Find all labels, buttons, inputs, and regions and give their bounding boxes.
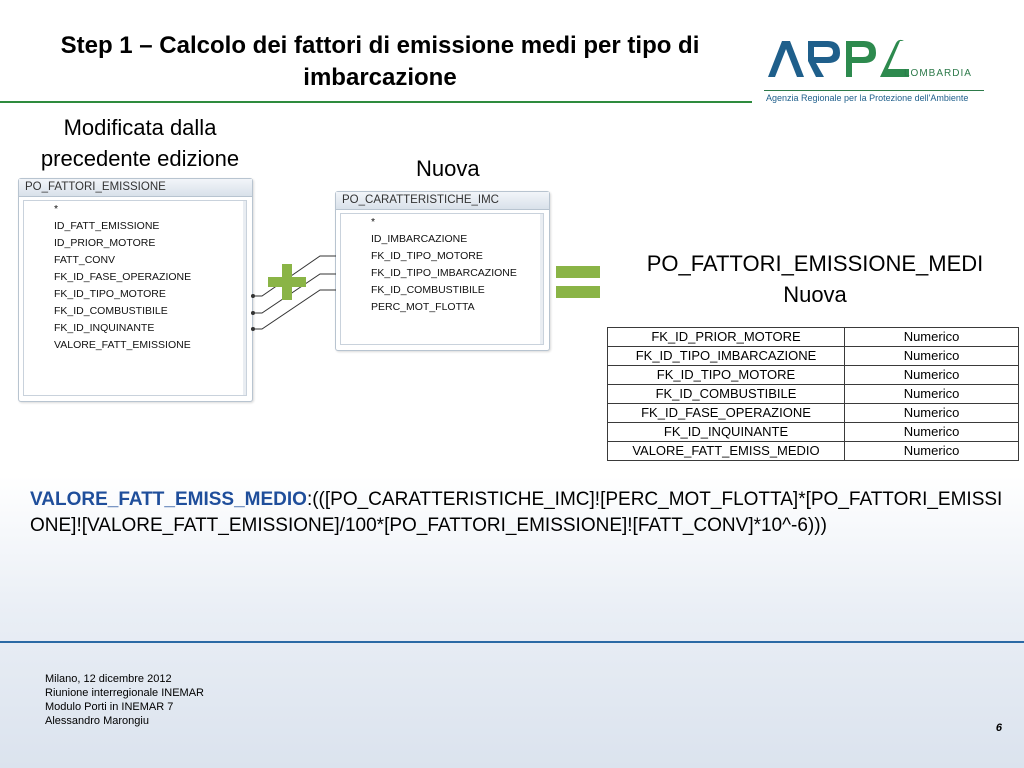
table-row — [608, 442, 1019, 461]
footer-line: Riunione interregionale INEMAR — [45, 687, 204, 699]
field-item[interactable]: FK_ID_TIPO_IMBARCAZIONE — [371, 267, 517, 279]
calculation-formula — [30, 487, 1015, 539]
footer-line: Milano, 12 dicembre 2012 — [45, 673, 172, 685]
field-item[interactable]: FATT_CONV — [54, 254, 116, 266]
table-header: PO_FATTORI_EMISSIONE — [19, 179, 252, 197]
table-row — [608, 366, 1019, 385]
page-number: 6 — [995, 722, 1002, 734]
field-item[interactable]: ID_IMBARCAZIONE — [371, 233, 468, 245]
formula-expression: :(([PO_CARATTERISTICHE_IMC]![PERC_MOT_FLOTTA]*[PO_FATTORI_EMISSIONE]![VALORE_FATT_EMISSIONE]/100*[PO_FATTORI_EMISSIONE]![FATT_CONV]*10^-6))) — [30, 489, 1003, 536]
field-name-cell: FK_ID_PRIOR_MOTORE — [608, 328, 845, 347]
field-item[interactable]: FK_ID_TIPO_MOTORE — [371, 250, 483, 262]
slide-title: Step 1 – Calcolo dei fattori di emissione medi per tipo di imbarcazione — [60, 32, 700, 91]
table-row — [608, 423, 1019, 442]
field-name-cell: FK_ID_TIPO_MOTORE — [608, 366, 845, 385]
field-item[interactable]: PERC_MOT_FLOTTA — [371, 301, 475, 313]
formula-field-name: VALORE_FATT_EMISS_MEDIO — [30, 489, 307, 510]
field-type-cell: Numerico — [845, 366, 1019, 385]
table-row — [608, 385, 1019, 404]
field-name-cell: FK_ID_FASE_OPERAZIONE — [608, 404, 845, 423]
field-item[interactable]: VALORE_FATT_EMISSIONE — [54, 339, 191, 351]
field-type-cell: Numerico — [845, 442, 1019, 461]
footer-line: Alessandro Marongiu — [45, 715, 149, 727]
logo-region-text: LOMBARDIA — [904, 68, 972, 79]
field-item[interactable]: FK_ID_COMBUSTIBILE — [54, 305, 168, 317]
field-type-cell: Numerico — [845, 347, 1019, 366]
field-item[interactable]: FK_ID_COMBUSTIBILE — [371, 284, 485, 296]
table-row — [608, 404, 1019, 423]
equals-icon — [556, 266, 600, 278]
field-item[interactable]: * — [54, 203, 59, 215]
left-table-status-label: Modificata dalla precedente edizione — [40, 115, 240, 171]
field-name-cell: FK_ID_INQUINANTE — [608, 423, 845, 442]
field-name-cell: FK_ID_COMBUSTIBILE — [608, 385, 845, 404]
footer-divider — [0, 641, 1024, 643]
middle-table-status-label: Nuova — [416, 156, 480, 181]
field-item[interactable]: FK_ID_TIPO_MOTORE — [54, 288, 166, 300]
output-table-name: PO_FATTORI_EMISSIONE_MEDI — [646, 251, 984, 276]
field-type-cell: Numerico — [845, 423, 1019, 442]
output-fields-table — [607, 327, 1019, 461]
field-type-cell: Numerico — [845, 385, 1019, 404]
output-table-status: Nuova — [783, 282, 847, 307]
table-header: PO_CARATTERISTICHE_IMC — [336, 192, 549, 210]
field-item[interactable]: * — [371, 216, 376, 228]
field-name-cell: VALORE_FATT_EMISS_MEDIO — [608, 442, 845, 461]
field-name-cell: FK_ID_TIPO_IMBARCAZIONE — [608, 347, 845, 366]
table-row — [608, 328, 1019, 347]
field-item[interactable]: ID_FATT_EMISSIONE — [54, 220, 160, 232]
equals-icon-bar — [556, 286, 600, 298]
plus-icon-bar — [268, 277, 306, 287]
footer-line: Modulo Porti in INEMAR 7 — [45, 701, 174, 713]
field-item[interactable]: FK_ID_INQUINANTE — [54, 322, 155, 334]
footer-info — [45, 672, 204, 728]
field-type-cell: Numerico — [845, 404, 1019, 423]
field-item[interactable]: ID_PRIOR_MOTORE — [54, 237, 156, 249]
field-item[interactable]: FK_ID_FASE_OPERAZIONE — [54, 271, 192, 283]
table-row — [608, 347, 1019, 366]
field-type-cell: Numerico — [845, 328, 1019, 347]
logo-subtitle: Agenzia Regionale per la Protezione dell'Ambiente — [764, 90, 984, 105]
